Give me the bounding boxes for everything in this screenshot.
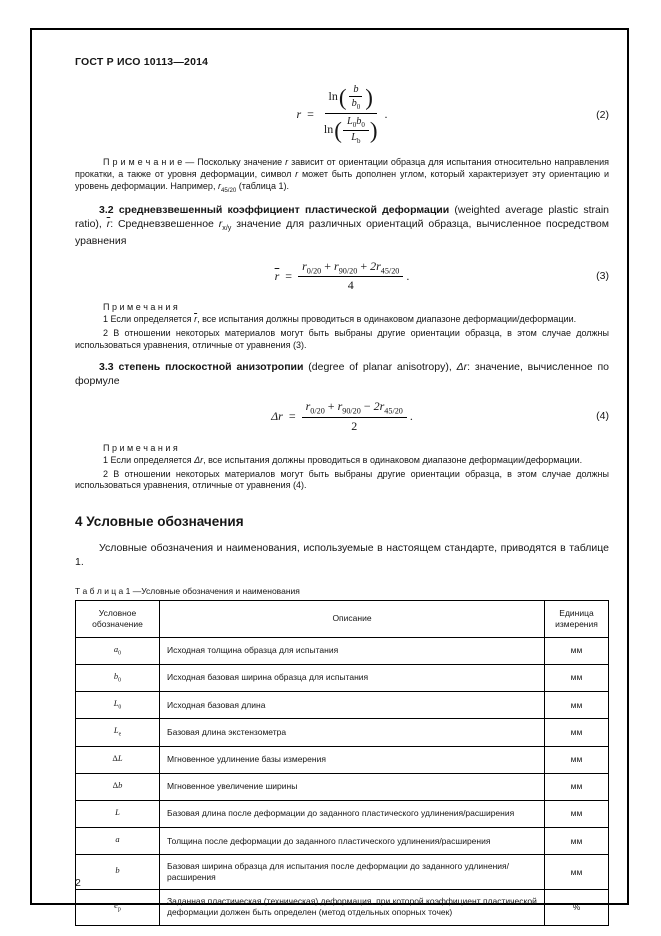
unit-cell: мм [545, 719, 609, 746]
var-delta-r: Δr [271, 408, 283, 423]
symbols-table [75, 600, 609, 926]
unit-cell: мм [545, 664, 609, 691]
var-delta-r: Δr [456, 360, 468, 373]
var-r: r [285, 157, 289, 168]
sub-90-20: 90/20 [338, 266, 358, 276]
formula-3 [75, 258, 609, 294]
text-run: (degree of planar anisotropy), [303, 360, 457, 373]
description-cell: Мгновенное увеличение ширины [160, 773, 545, 800]
col-header-symbol: Условное обозначение [76, 600, 160, 637]
symbol-cell: $L_0$ [76, 692, 160, 719]
var-L0: L [346, 116, 353, 128]
formula-3-body [275, 258, 410, 294]
inner-fraction [348, 83, 365, 112]
sub-xy: x/y [222, 224, 232, 233]
formula-4-denominator: 2 [351, 418, 358, 433]
unit-cell: мм [545, 692, 609, 719]
page-border [30, 28, 629, 918]
table-1-caption: Т а б л и ц а 1 —Условные обозначения и наименования [75, 585, 300, 596]
text-run: 1 Если определяется [103, 454, 195, 465]
description-cell: Мгновенное удлинение базы измерения [160, 746, 545, 773]
text-run: может быть дополнен углом, который характеризует эту ориентацию и уровень деформации. Например, [75, 169, 609, 191]
var-2r: 2r [373, 399, 385, 414]
col-header-unit: Единица измерения [545, 600, 609, 637]
sub-b: b [357, 137, 361, 146]
section-4-paragraph: Условные обозначения и наименования, используемые в настоящем стандарте, приводятся в таблице 1. [75, 542, 609, 569]
note-item-1 [75, 314, 609, 326]
ln-function: ln [323, 122, 334, 137]
var-Lb: L [351, 132, 358, 144]
right-paren: ) [365, 84, 373, 110]
table-header-row [76, 600, 609, 637]
var-r: r [337, 399, 343, 414]
period: . [409, 408, 413, 423]
var-r-xy: r [218, 217, 223, 230]
formula-3-fraction [298, 258, 403, 294]
unit-cell: мм [545, 637, 609, 664]
sub-90-20: 90/20 [342, 406, 361, 416]
text-run: (weighted average plastic strain ratio), [75, 203, 609, 230]
right-paren: ) [369, 117, 378, 143]
unit-cell: мм [545, 800, 609, 827]
var-2r: 2r [370, 258, 381, 273]
note-after-formula-2 [75, 157, 609, 195]
formula-4-numerator [302, 398, 407, 417]
formula-4-fraction [302, 398, 407, 434]
unit-cell: мм [545, 828, 609, 855]
doc-header-title: ГОСТ Р ИСО 10113—2014 [75, 56, 209, 68]
description-cell: Базовая длина экстензометра [160, 719, 545, 746]
term-bold: средневзвешенный коэффициент пластической деформации [118, 203, 450, 216]
symbol-cell: $b_0$ [76, 664, 160, 691]
sub-0-20: 0/20 [306, 266, 322, 276]
text-run: зависит от ориентации образца для испытания относительно направления прокатки, а также от уровня деформации, символ [75, 157, 609, 180]
text-run: : Средневзвешенное [110, 217, 219, 230]
sub-45-20: 45/20 [380, 266, 400, 276]
notes-title: П р и м е ч а н и я [103, 302, 178, 313]
section-4-heading: 4 Условные обозначения [75, 514, 244, 530]
section-3-3-paragraph [75, 360, 609, 388]
notes-block-3 [75, 302, 609, 352]
sub-0: 0 [356, 103, 361, 112]
period: . [384, 107, 388, 122]
var-r: r [302, 258, 307, 273]
formula-2-body [296, 82, 387, 147]
table-row [76, 890, 609, 925]
var-r: r [295, 169, 299, 180]
var-b: b [353, 84, 359, 95]
var-r-bar: $\overline{r}$ [194, 314, 198, 325]
note-item-1 [75, 455, 609, 467]
text-run: П р и м е ч а н и е — Поскольку значение [103, 157, 286, 168]
description-cell: Базовая ширина образца для испытания после деформации до заданного удлинения/расширения [160, 855, 545, 890]
text-run: , все испытания должны проводиться в одинаковом диапазоне деформации/деформации. [197, 314, 577, 325]
var-b0: b [351, 98, 357, 109]
description-cell: Исходная базовая ширина образца для испытания [160, 664, 545, 691]
description-cell: Толщина после деформации до заданного пластического удлинения/расширения [160, 828, 545, 855]
text-run: (таблица 1). [236, 180, 289, 191]
formula-2-denominator [320, 114, 382, 147]
equals-sign: = [285, 268, 293, 283]
description-cell: Исходная толщина образца для испытания [160, 637, 545, 664]
table-row [76, 800, 609, 827]
clause-number: 3.2 [99, 203, 119, 216]
table-row [76, 692, 609, 719]
unit-cell: % [545, 890, 609, 925]
table-row [76, 746, 609, 773]
table-row [76, 719, 609, 746]
notes-block-4 [75, 443, 609, 493]
symbol-cell: ΔL [76, 746, 160, 773]
table-row [76, 828, 609, 855]
section-3-2-paragraph [75, 203, 609, 248]
sub-0: 0 [361, 121, 365, 130]
symbol-cell: L [76, 800, 160, 827]
symbol-cell: $e_p$ [76, 890, 160, 925]
equation-number-4: (4) [596, 410, 609, 423]
table-row [76, 637, 609, 664]
table-row [76, 855, 609, 890]
equals-sign: = [288, 408, 296, 423]
page-number: 2 [75, 877, 81, 889]
description-cell: Исходная базовая длина [160, 692, 545, 719]
note-item-2: 2 В отношении некоторых материалов могут быть выбраны другие ориентации образца, в этом случае должны использоваться уравнения, отличные от уравнения (4). [75, 468, 609, 491]
equation-number-2: (2) [596, 108, 609, 121]
period: . [406, 268, 410, 283]
sub-45-20: 45/20 [384, 406, 403, 416]
symbol-cell: $L_e$ [76, 719, 160, 746]
clause-number: 3.3 [99, 360, 119, 373]
symbol-cell: $a_0$ [76, 637, 160, 664]
notes-title: П р и м е ч а н и я [103, 442, 178, 453]
formula-2 [75, 82, 609, 147]
var-r-bar: $\overline{r}$ [106, 217, 111, 230]
text-run: : значение, вычисленное по формуле [75, 360, 609, 388]
unit-cell: мм [545, 855, 609, 890]
formula-2-fraction [320, 82, 382, 147]
left-paren: ( [334, 117, 342, 143]
symbol-cell: Δb [76, 773, 160, 800]
formula-2-numerator [325, 82, 377, 114]
table-row [76, 664, 609, 691]
text-run: , все испытания должны проводиться в одинаковом диапазоне деформации/деформации. [203, 454, 583, 465]
sub-0-20: 0/20 [310, 406, 325, 416]
var-delta-r: Δr [194, 454, 204, 465]
ln-function: ln [328, 89, 338, 104]
formula-3-denominator: 4 [347, 278, 354, 293]
formula-4 [75, 398, 609, 434]
formula-2-lhs: r [296, 107, 302, 122]
symbol-cell: a [76, 828, 160, 855]
var-r: r [334, 258, 339, 273]
text-run: значение для различных ориентаций образца, вычисленное посредством уравнения [75, 217, 609, 247]
equation-number-3: (3) [596, 270, 609, 283]
formula-4-body [271, 398, 413, 434]
var-r-bar: $\overline{r}$ [274, 268, 280, 283]
description-cell: Базовая длина после деформации до заданного пластического удлинения/расширения [160, 800, 545, 827]
col-header-description: Описание [160, 600, 545, 637]
table-row [76, 773, 609, 800]
left-paren: ( [338, 84, 347, 110]
sub-0: 0 [352, 121, 357, 130]
var-r: r [217, 180, 221, 191]
term-bold: степень плоскостной анизотропии [118, 360, 304, 373]
formula-3-numerator [298, 258, 403, 277]
unit-cell: мм [545, 773, 609, 800]
var-r: r [305, 399, 311, 414]
text-run: 1 Если определяется [103, 314, 195, 325]
plus-sign: + [357, 258, 371, 273]
sub-45-20: 45/20 [220, 186, 237, 194]
note-item-2: 2 В отношении некоторых материалов могут быть выбраны другие ориентации образца, в этом случае должны использоваться уравнения, отличные от уравнения (3). [75, 328, 609, 351]
inner-fraction [343, 115, 369, 146]
symbol-cell: b [76, 855, 160, 890]
plus-sign: + [324, 399, 338, 414]
minus-sign: − [360, 399, 374, 414]
equals-sign: = [307, 107, 314, 122]
unit-cell: мм [545, 746, 609, 773]
plus-sign: + [321, 258, 335, 273]
var-b0: b [356, 116, 362, 128]
description-cell: Заданная пластическая (техническая) деформация, при которой коэффициент пластической деформации должен быть определен (метод отдельных опорных точек) [160, 890, 545, 925]
